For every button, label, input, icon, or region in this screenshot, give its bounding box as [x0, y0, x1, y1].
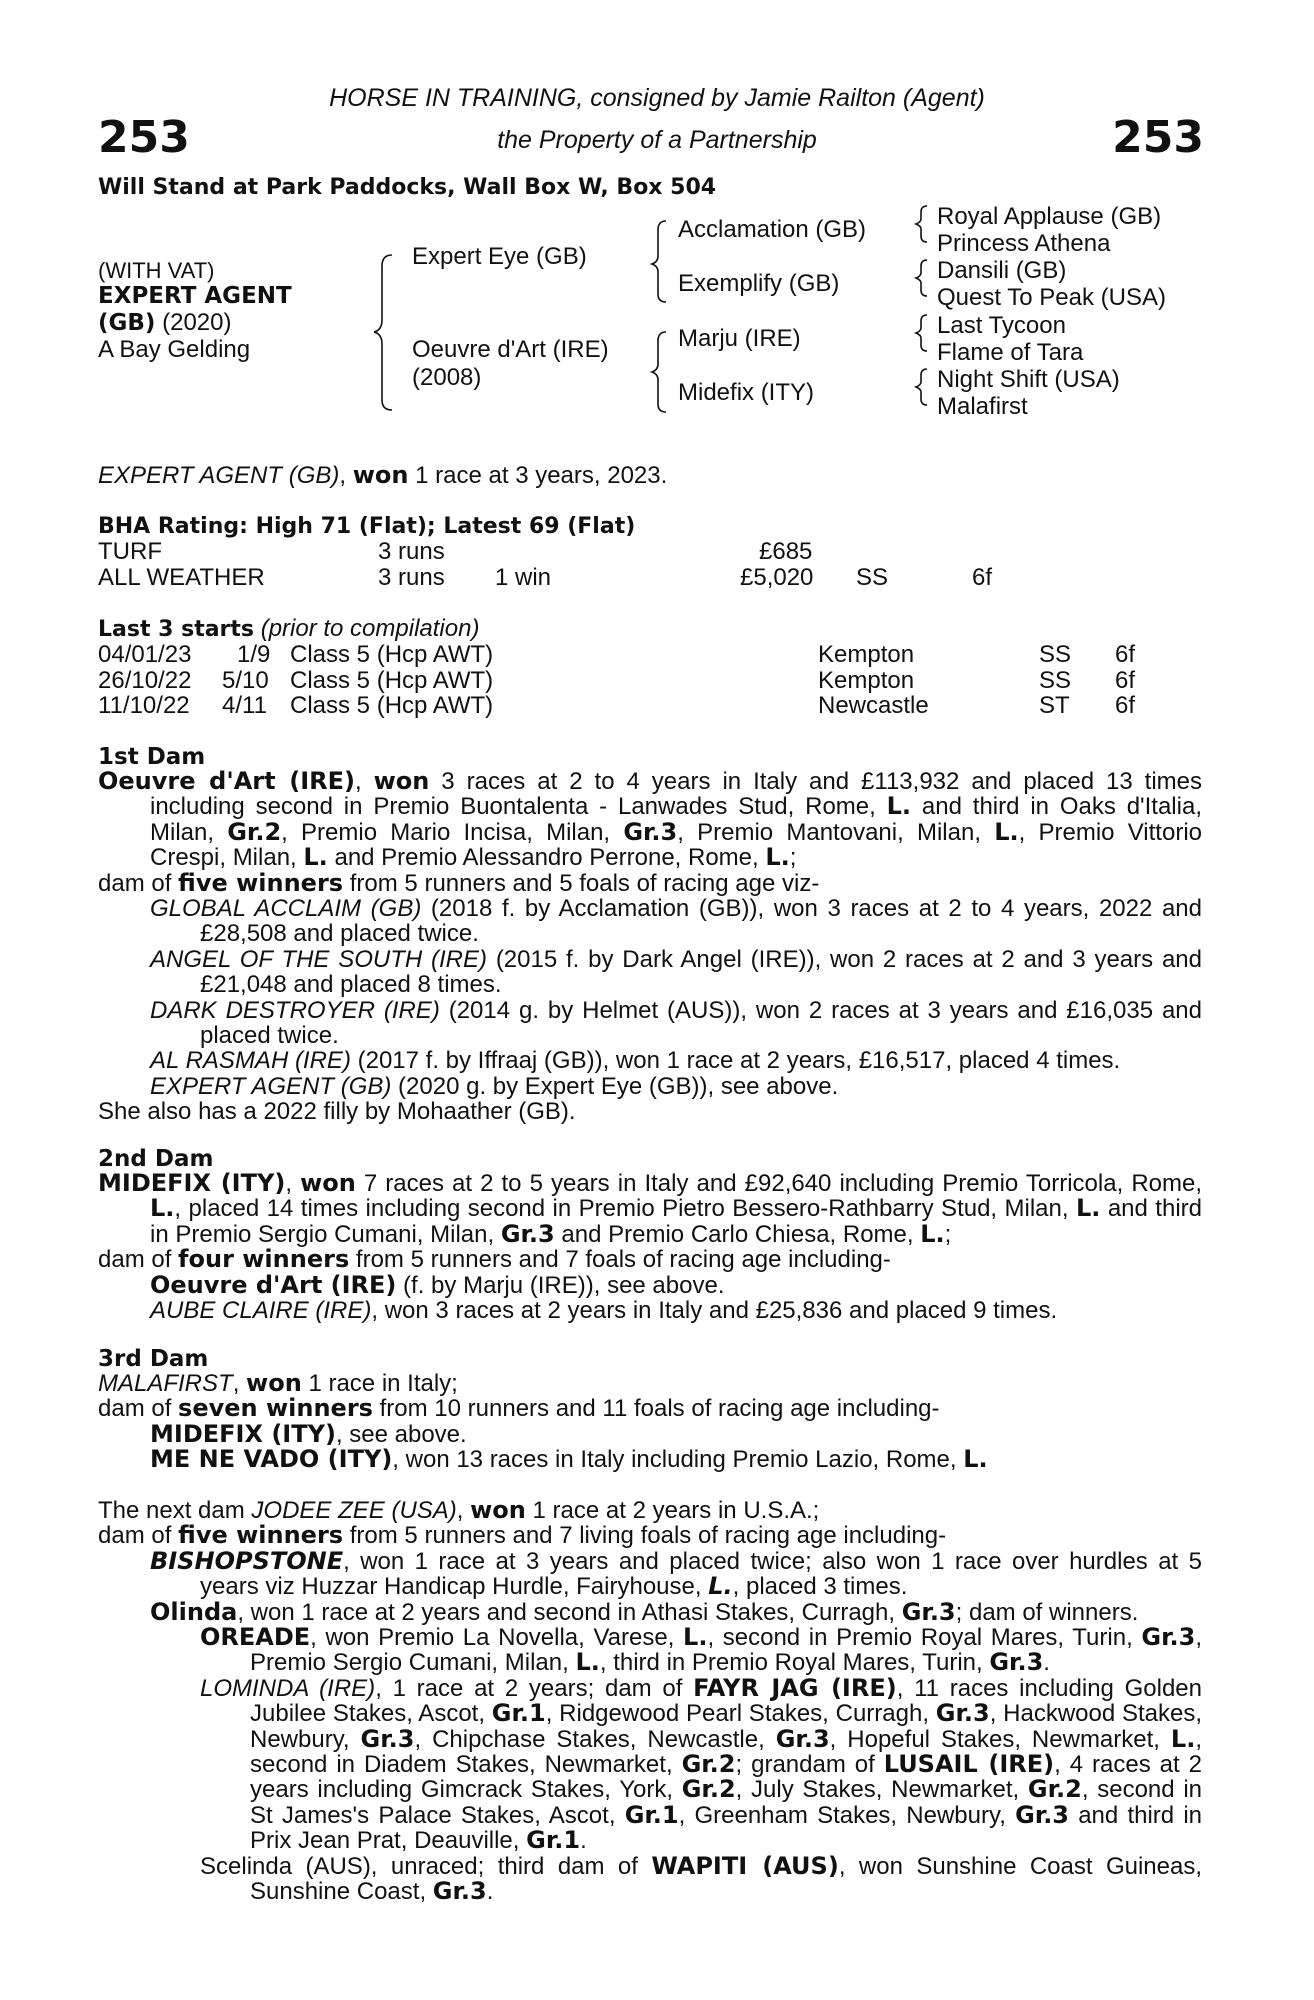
dam1-produce-4: AL RASMAH (IRE) (2017 f. by Iffraaj (GB)), won 1 race at 2 years, £16,517, placed 4 times.: [150, 1047, 1121, 1075]
next-dam-dam-of: dam of five winners from 5 runners and 7 living foals of racing age including-: [98, 1521, 947, 1550]
pedigree-braces: [0, 0, 1314, 500]
start-3-dist: 6f: [1115, 692, 1136, 719]
sire-dam: Exemplify (GB): [678, 270, 840, 297]
dam-sire: Marju (IRE): [678, 325, 801, 352]
sire: Expert Eye (GB): [412, 243, 587, 270]
start-1-going: SS: [1039, 641, 1072, 668]
lot-number-right: 253: [1112, 112, 1204, 163]
next-dam-record: The next dam JODEE ZEE (USA), won 1 race at 2 years in U.S.A.;: [98, 1496, 820, 1524]
start-1-race: Class 5 (Hcp AWT): [290, 641, 494, 668]
start-3-pos: 4/11: [222, 692, 267, 719]
dam1-section: [98, 769, 1202, 1125]
g3-1: Royal Applause (GB): [937, 203, 1162, 230]
horse-origin-year: (GB) (2020): [98, 309, 232, 336]
dam1-produce-2: ANGEL OF THE SOUTH (IRE) (2015 f. by Dark Angel (IRE)), won 2 races at 2 and 3 years and £21,048 and placed 8 times.: [150, 945, 1202, 999]
rating-turf-prize: £685: [759, 538, 813, 565]
start-3-going: ST: [1039, 692, 1070, 719]
g3-2: Princess Athena: [937, 230, 1111, 257]
dam1-produce-5: EXPERT AGENT (GB) (2020 g. by Expert Eye (GB)), see above.: [150, 1072, 839, 1100]
start-3-race: Class 5 (Hcp AWT): [290, 692, 494, 719]
dam3-section: [98, 1371, 1202, 1473]
start-1-dist: 6f: [1115, 641, 1136, 668]
start-1-course: Kempton: [818, 641, 915, 668]
start-2-going: SS: [1039, 667, 1072, 694]
rating-aw-wins: 1 win: [495, 564, 552, 591]
rating-turf-runs: 3 runs: [378, 538, 445, 565]
scelinda-entry: Scelinda (AUS), unraced; third dam of WAPITI (AUS), won Sunshine Coast Guineas, Sunshine Coast, Gr.3.: [200, 1851, 1203, 1906]
lominda-entry: LOMINDA (IRE), 1 race at 2 years; dam of FAYR JAG (IRE), 11 races including Golden Jubilee Stakes, Ascot, Gr.1, Ridgewood Pearl Stakes, Curragh, Gr.3, Hackwood Stakes, Newbury, Gr.3, Chipchase Stakes, Newcastle, Gr.3, Hopeful Stakes, Newmarket, L., second in Diadem Stakes, Newmarket, Gr.2; grandam of LUSAIL (IRE), 4 races at 2 years including Gimcrack Stakes, York, Gr.2, July Stakes, Newmarket, Gr.2, second in St James's Palace Stakes, Ascot, Gr.1, Greenham Stakes, Newbury, Gr.3 and third in Prix Jean Prat, Deauville, Gr.1.: [200, 1673, 1203, 1855]
g3-5: Last Tycoon: [937, 312, 1066, 339]
dam1-produce-1: GLOBAL ACCLAIM (GB) (2018 f. by Acclamation (GB)), won 3 races at 2 to 4 years, 2022 and £28,508 and placed twice.: [150, 895, 1202, 948]
oreade-entry: OREADE, won Premio La Novella, Varese, L., second in Premio Royal Mares, Turin, Gr.3, Premio Sergio Cumani, Milan, L., third in Premio Royal Mares, Turin, Gr.3.: [200, 1623, 1202, 1677]
start-2-course: Kempton: [818, 667, 915, 694]
start-1-pos: 1/9: [237, 641, 271, 668]
horse-name: EXPERT AGENT: [98, 283, 292, 309]
start-2-pos: 5/10: [222, 667, 269, 694]
g3-3: Dansili (GB): [937, 257, 1067, 284]
last-starts-title: Last 3 starts (prior to compilation): [98, 615, 480, 642]
dam2-produce-1: Oeuvre d'Art (IRE) (f. by Marju (IRE)), see above.: [150, 1270, 725, 1299]
g3-4: Quest To Peak (USA): [937, 284, 1166, 311]
g3-8: Malafirst: [937, 393, 1028, 420]
rating-aw-surface: ALL WEATHER: [98, 564, 265, 591]
dam2-section: [98, 1171, 1202, 1323]
vat-note: (WITH VAT): [98, 258, 215, 283]
next-dam-section: [98, 1498, 1202, 1905]
race-summary: EXPERT AGENT (GB), won 1 race at 3 years, 2023.: [98, 461, 668, 489]
dam-dam: Midefix (ITY): [678, 379, 815, 406]
dam2-heading: 2nd Dam: [98, 1146, 214, 1172]
bishopstone-entry: BISHOPSTONE, won 1 race at 3 years and placed twice; also won 1 race over hurdles at 5 years viz Huzzar Handicap Hurdle, Fairyhouse, L., placed 3 times.: [150, 1546, 1202, 1601]
dam2-dam-of: dam of four winners from 5 runners and 7 foals of racing age including-: [98, 1245, 891, 1274]
dam3-record: MALAFIRST, won 1 race in Italy;: [98, 1369, 458, 1397]
dam1-produce-3: DARK DESTROYER (IRE) (2014 g. by Helmet (AUS)), won 2 races at 3 years and £16,035 and placed twice.: [150, 996, 1202, 1050]
property-line: the Property of a Partnership: [497, 126, 817, 154]
dam: Oeuvre d'Art (IRE): [412, 336, 609, 363]
stand-location: Will Stand at Park Paddocks, Wall Box W, Box 504: [98, 175, 717, 200]
dam1-heading: 1st Dam: [98, 744, 206, 770]
rating-aw-going: SS: [856, 564, 889, 591]
dam3-dam-of: dam of seven winners from 10 runners and 11 foals of racing age including-: [98, 1394, 940, 1423]
start-2-race: Class 5 (Hcp AWT): [290, 667, 494, 694]
start-3-course: Newcastle: [818, 692, 929, 719]
dam1-also: She also has a 2022 filly by Mohaather (GB).: [98, 1098, 576, 1126]
rating-aw-dist: 6f: [972, 564, 993, 591]
g3-7: Night Shift (USA): [937, 366, 1120, 393]
dam2-record: MIDEFIX (ITY), won 7 races at 2 to 5 years in Italy and £92,640 including Premio Torricola, Rome, L., placed 14 times including second in Premio Pietro Bessero-Rathbarry Stud, Milan, L. and third in Premio Sergio Cumani, Milan, Gr.3 and Premio Carlo Chiesa, Rome, L.;: [98, 1169, 1202, 1248]
dam3-produce-2: ME NE VADO (ITY), won 13 races in Italy including Premio Lazio, Rome, L.: [150, 1445, 988, 1474]
dam2-produce-2: AUBE CLAIRE (IRE), won 3 races at 2 years in Italy and £25,836 and placed 9 times.: [150, 1297, 1058, 1325]
rating-title: BHA Rating: High 71 (Flat); Latest 69 (Flat): [98, 514, 636, 539]
lot-number-left: 253: [98, 112, 190, 163]
dam-year: (2008): [412, 364, 482, 391]
olinda-entry: Olinda, won 1 race at 2 years and second in Athasi Stakes, Curragh, Gr.3; dam of winners.: [150, 1597, 1139, 1626]
horse-description: A Bay Gelding: [98, 336, 251, 363]
dam3-heading: 3rd Dam: [98, 1346, 209, 1372]
dam1-dam-of: dam of five winners from 5 runners and 5 foals of racing age viz-: [98, 868, 820, 897]
dam3-produce-1: MIDEFIX (ITY), see above.: [150, 1419, 467, 1448]
start-2-dist: 6f: [1115, 667, 1136, 694]
rating-aw-runs: 3 runs: [378, 564, 445, 591]
rating-turf-surface: TURF: [98, 538, 162, 565]
start-1-date: 04/01/23: [98, 641, 192, 668]
start-3-date: 11/10/22: [98, 692, 190, 719]
rating-aw-prize: £5,020: [740, 564, 814, 591]
g3-6: Flame of Tara: [937, 339, 1084, 366]
dam1-record: Oeuvre d'Art (IRE), won 3 races at 2 to 4 years in Italy and £113,932 and placed 13 times including second in Premio Buontalenta - Lanwades Stud, Rome, L. and third in Oaks d'Italia, Milan, Gr.2, Premio Mario Incisa, Milan, Gr.3, Premio Mantovani, Milan, L., Premio Vittorio Crespi, Milan, L. and Premio Alessandro Perrone, Rome, L.;: [98, 767, 1202, 872]
consignment-line: HORSE IN TRAINING, consigned by Jamie Railton (Agent): [329, 84, 985, 112]
start-2-date: 26/10/22: [98, 667, 192, 694]
sire-sire: Acclamation (GB): [678, 216, 867, 243]
